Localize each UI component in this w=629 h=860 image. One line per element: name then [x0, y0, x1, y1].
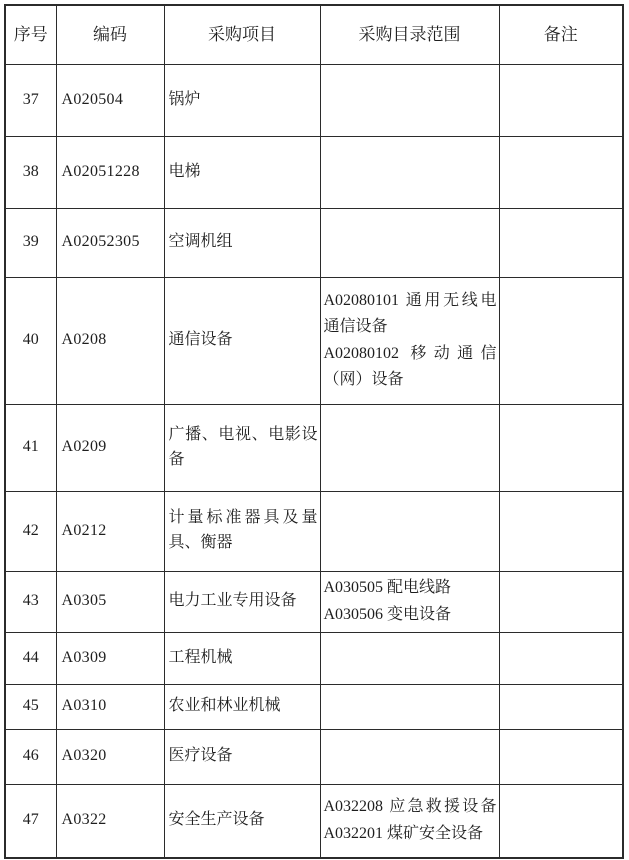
- cell-no: 46: [5, 729, 56, 784]
- column-header-scope: 采购目录范围: [320, 5, 499, 64]
- scope-entry: A02080101 通用无线电通信设备: [323, 291, 497, 336]
- procurement-table: [4, 4, 624, 859]
- scope-entry: A02080102 移动通信（网）设备: [323, 344, 497, 388]
- cell-note: [499, 784, 623, 858]
- column-header-code: 编码: [56, 5, 164, 64]
- column-header-item: 采购项目: [164, 5, 320, 64]
- cell-scope: [320, 571, 499, 632]
- cell-item: 安全生产设备: [164, 784, 320, 858]
- cell-note: [499, 404, 623, 491]
- cell-no: 37: [5, 64, 56, 136]
- cell-no: 38: [5, 136, 56, 208]
- cell-note: [499, 208, 623, 277]
- cell-item: 农业和林业机械: [164, 684, 320, 729]
- cell-no: 39: [5, 208, 56, 277]
- cell-note: [499, 729, 623, 784]
- table-row: [5, 404, 623, 491]
- scope-entry: A030506 变电设备: [323, 605, 452, 623]
- cell-scope: [320, 684, 499, 729]
- cell-scope: [320, 404, 499, 491]
- cell-scope: [320, 64, 499, 136]
- cell-item: 电力工业专用设备: [164, 571, 320, 632]
- scope-entry: A030505 配电线路: [323, 579, 452, 597]
- cell-scope: [320, 277, 499, 404]
- table-row: [5, 571, 623, 632]
- table-row: [5, 684, 623, 729]
- cell-code: A02052305: [56, 208, 164, 277]
- table-row: [5, 136, 623, 208]
- cell-code: A0212: [56, 491, 164, 571]
- cell-item: 电梯: [164, 136, 320, 208]
- cell-code: A0309: [56, 632, 164, 684]
- table-row: [5, 491, 623, 571]
- table-row: [5, 729, 623, 784]
- cell-no: 41: [5, 404, 56, 491]
- table-row: [5, 277, 623, 404]
- cell-note: [499, 136, 623, 208]
- cell-scope: [320, 729, 499, 784]
- table-row: [5, 784, 623, 858]
- cell-note: [499, 277, 623, 404]
- table-row: [5, 64, 623, 136]
- table-row: [5, 208, 623, 277]
- document-page: [4, 4, 624, 859]
- scope-entry: A032208 应急救援设备: [323, 798, 497, 816]
- cell-no: 43: [5, 571, 56, 632]
- cell-note: [499, 684, 623, 729]
- cell-scope: [320, 208, 499, 277]
- cell-note: [499, 571, 623, 632]
- cell-note: [499, 491, 623, 571]
- cell-item: 通信设备: [164, 277, 320, 404]
- cell-item: 工程机械: [164, 632, 320, 684]
- cell-code: A0208: [56, 277, 164, 404]
- cell-note: [499, 64, 623, 136]
- cell-code: A0305: [56, 571, 164, 632]
- header-row: [5, 5, 623, 64]
- cell-code: A02051228: [56, 136, 164, 208]
- scope-entry: A032201 煤矿安全设备: [323, 824, 484, 842]
- cell-no: 40: [5, 277, 56, 404]
- cell-item: 空调机组: [164, 208, 320, 277]
- cell-scope: [320, 491, 499, 571]
- cell-scope: [320, 784, 499, 858]
- cell-code: A0320: [56, 729, 164, 784]
- cell-item: 计量标准器具及量具、衡器: [164, 491, 320, 571]
- cell-item: 锅炉: [164, 64, 320, 136]
- column-header-note: 备注: [499, 5, 623, 64]
- column-header-no: 序号: [5, 5, 56, 64]
- cell-code: A0322: [56, 784, 164, 858]
- table-row: [5, 632, 623, 684]
- cell-scope: [320, 632, 499, 684]
- cell-scope: [320, 136, 499, 208]
- cell-item: 医疗设备: [164, 729, 320, 784]
- cell-no: 45: [5, 684, 56, 729]
- cell-no: 42: [5, 491, 56, 571]
- cell-no: 47: [5, 784, 56, 858]
- cell-note: [499, 632, 623, 684]
- cell-no: 44: [5, 632, 56, 684]
- cell-code: A0209: [56, 404, 164, 491]
- cell-code: A020504: [56, 64, 164, 136]
- cell-code: A0310: [56, 684, 164, 729]
- cell-item: 广播、电视、电影设备: [164, 404, 320, 491]
